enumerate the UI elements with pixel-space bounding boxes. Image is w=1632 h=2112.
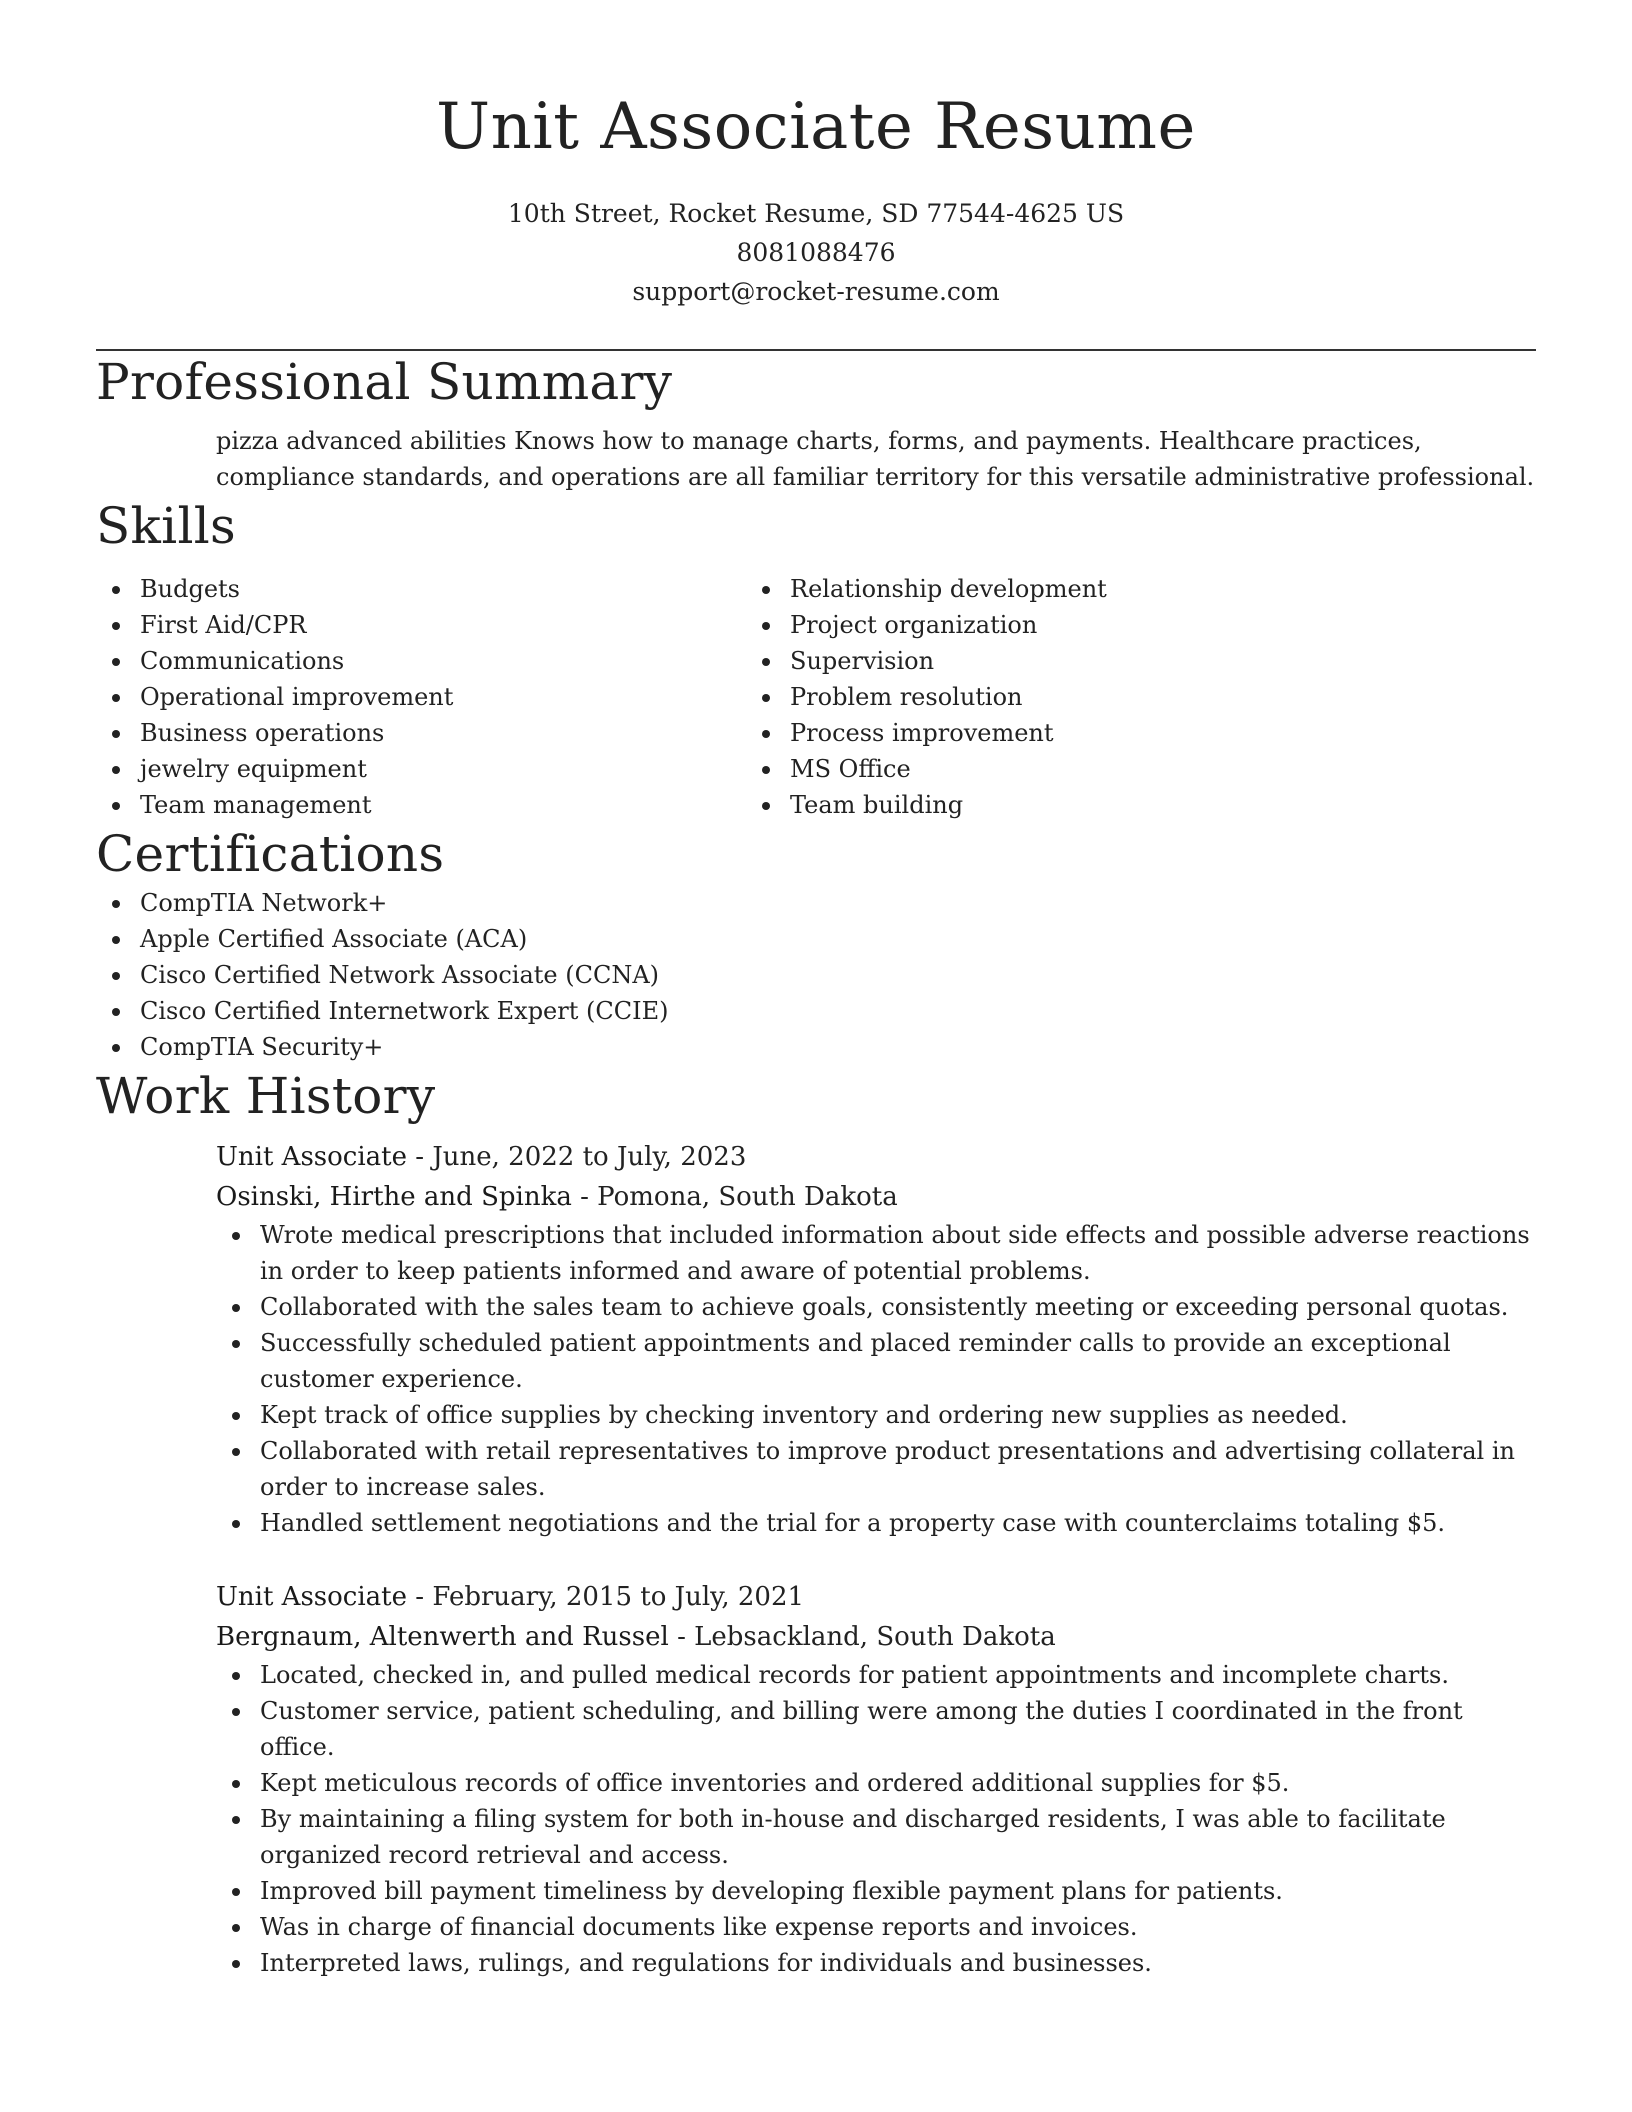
job-duty: Located, checked in, and pulled medical records for patient appointments and incomplete charts.	[216, 1657, 1536, 1693]
job-title-line	[216, 1577, 1536, 1617]
skill-item: Supervision	[746, 643, 1416, 679]
job-company: Osinski, Hirthe and Spinka	[216, 1182, 572, 1212]
job-duty: By maintaining a filing system for both in-house and discharged residents, I was able to facilitate organized record retrieval and access.	[216, 1801, 1536, 1873]
skill-item: Operational improvement	[96, 679, 746, 715]
resume-title: Unit Associate Resume	[436, 90, 1196, 164]
job-location: - Pomona, South Dakota	[571, 1182, 898, 1212]
job-entry	[216, 1137, 1536, 1541]
skill-item: Communications	[96, 643, 746, 679]
job-duty: Customer service, patient scheduling, and billing were among the duties I coordinated in the front office.	[216, 1693, 1536, 1765]
job-dates: - February, 2015 to July, 2021	[407, 1582, 805, 1612]
job-duty: Improved bill payment timeliness by developing flexible payment plans for patients.	[216, 1873, 1536, 1909]
job-duty: Collaborated with the sales team to achieve goals, consistently meeting or exceeding personal quotas.	[216, 1289, 1536, 1325]
job-duties-list	[216, 1217, 1536, 1541]
job-company-line	[216, 1177, 1536, 1217]
job-title: Unit Associate	[216, 1142, 408, 1172]
skill-item: Business operations	[96, 715, 746, 751]
skills-heading: Skills	[96, 497, 236, 555]
job-duty: Successfully scheduled patient appointments and placed reminder calls to provide an exceptional customer experience.	[216, 1325, 1536, 1397]
skills-list-right	[746, 571, 1416, 823]
job-title-line	[216, 1137, 1536, 1177]
skills-list-left	[96, 571, 746, 823]
certification-item: Cisco Certified Internetwork Expert (CCIE)	[96, 993, 1536, 1029]
skills-columns	[96, 571, 1536, 823]
skill-item: Process improvement	[746, 715, 1416, 751]
contact-block	[96, 194, 1536, 311]
certification-item: Apple Certified Associate (ACA)	[96, 921, 1536, 957]
job-duty: Handled settlement negotiations and the trial for a property case with counterclaims totaling $5.	[216, 1505, 1536, 1541]
job-duties-list	[216, 1657, 1536, 1981]
resume-page	[96, 0, 1536, 1981]
certification-item: CompTIA Network+	[96, 885, 1536, 921]
work-history-heading: Work History	[96, 1067, 436, 1125]
job-duty: Kept track of office supplies by checking inventory and ordering new supplies as needed.	[216, 1397, 1536, 1433]
skill-item: jewelry equipment	[96, 751, 746, 787]
certification-item: CompTIA Security+	[96, 1029, 1536, 1065]
job-company: Bergnaum, Altenwerth and Russel	[216, 1622, 669, 1652]
job-duty: Collaborated with retail representatives to improve product presentations and advertising collateral in order to increase sales.	[216, 1433, 1536, 1505]
skill-item: First Aid/CPR	[96, 607, 746, 643]
summary-text: pizza advanced abilities Knows how to manage charts, forms, and payments. Healthcare practices, compliance standards, and operations are all familiar territory for this versatile administrative professional.	[216, 427, 1535, 491]
job-entry	[216, 1577, 1536, 1981]
job-title: Unit Associate	[216, 1582, 408, 1612]
skill-item: MS Office	[746, 751, 1416, 787]
job-company-line	[216, 1617, 1536, 1657]
job-duty: Interpreted laws, rulings, and regulations for individuals and businesses.	[216, 1945, 1536, 1981]
certifications-list	[96, 885, 1536, 1065]
job-dates: - June, 2022 to July, 2023	[407, 1142, 747, 1172]
job-duty: Wrote medical prescriptions that included information about side effects and possible adverse reactions in order to keep patients informed and aware of potential problems.	[216, 1217, 1536, 1289]
skill-item: Relationship development	[746, 571, 1416, 607]
summary-heading: Professional Summary	[96, 353, 673, 411]
job-duty: Was in charge of financial documents like expense reports and invoices.	[216, 1909, 1536, 1945]
skill-item: Team management	[96, 787, 746, 823]
skill-item: Problem resolution	[746, 679, 1416, 715]
job-duty: Kept meticulous records of office inventories and ordered additional supplies for $5.	[216, 1765, 1536, 1801]
contact-phone: 8081088476	[736, 238, 896, 267]
skill-item: Project organization	[746, 607, 1416, 643]
skill-item: Team building	[746, 787, 1416, 823]
skill-item: Budgets	[96, 571, 746, 607]
contact-email: support@rocket-resume.com	[632, 277, 1000, 306]
certification-item: Cisco Certified Network Associate (CCNA)	[96, 957, 1536, 993]
certifications-heading: Certifications	[96, 825, 445, 883]
contact-address: 10th Street, Rocket Resume, SD 77544-4625 US	[507, 199, 1125, 228]
job-location: - Lebsackland, South Dakota	[668, 1622, 1056, 1652]
